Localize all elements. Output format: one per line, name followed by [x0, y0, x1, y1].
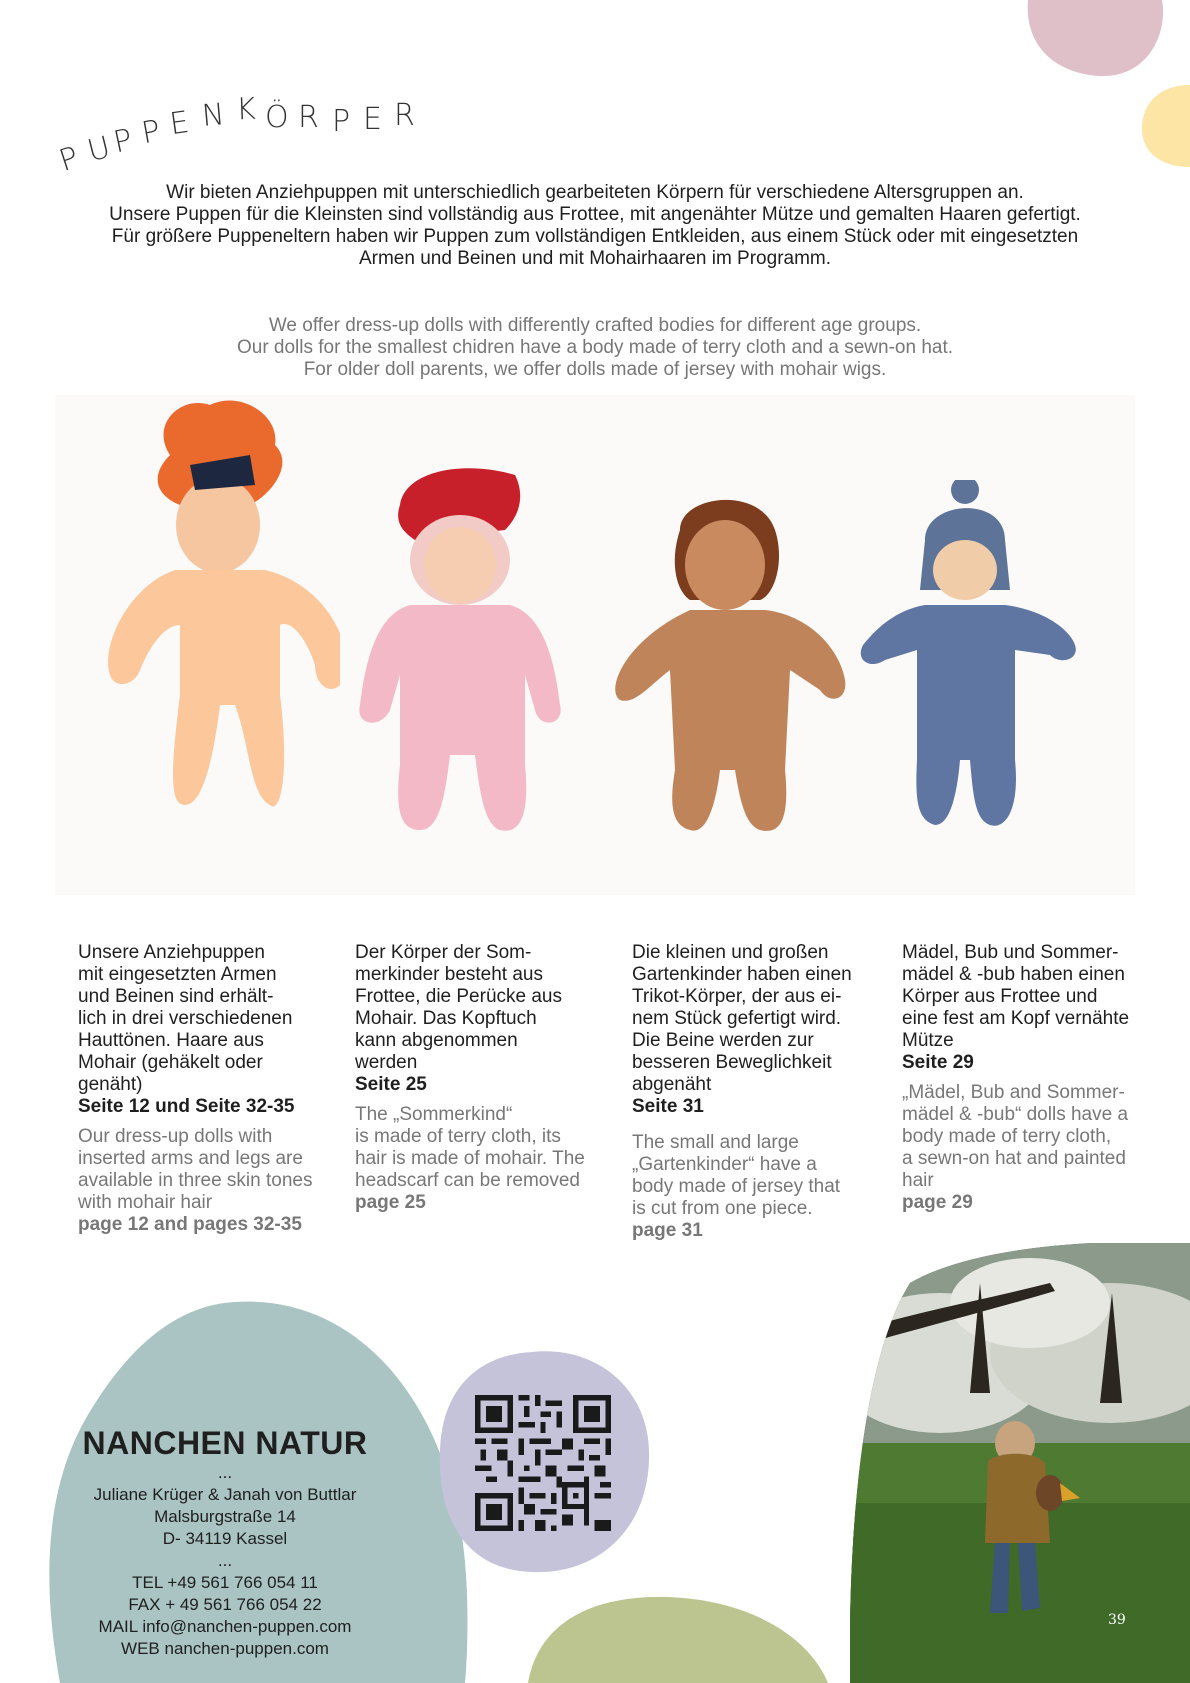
description-column-2	[355, 942, 595, 1214]
intro-de-line: Armen und Beinen und mit Mohairhaaren im Programm.	[358, 248, 832, 269]
text-line: Trikot-Körper, der aus ei-	[632, 986, 842, 1007]
title-letter: R	[394, 98, 415, 133]
text-line: body made of jersey that	[632, 1176, 841, 1197]
text-line: merkinder besteht aus	[355, 964, 543, 985]
intro-de-line: Für größere Puppeneltern haben wir Puppen zum vollständigen Entkleiden, aus einem Stück oder mit eingesetzten	[111, 226, 1079, 247]
text-line: Hauttönen. Haare aus	[78, 1030, 264, 1051]
text-line: Die Beine werden zur	[632, 1030, 814, 1051]
column-text-en	[902, 1082, 1147, 1192]
column-text-en	[632, 1132, 872, 1220]
intro-english	[150, 315, 1040, 381]
column-text-de	[632, 942, 872, 1096]
text-line: The small and large	[632, 1132, 799, 1153]
contact-mail[interactable]: MAIL info@nanchen-puppen.com	[98, 1617, 352, 1636]
page-reference-de: Seite 29	[902, 1052, 974, 1073]
text-line: lich in drei verschiedenen	[78, 1008, 293, 1029]
text-line: is made of terry cloth, its	[355, 1126, 561, 1147]
column-text-de	[902, 942, 1147, 1052]
orchard-child-photo	[850, 1243, 1190, 1683]
contact-street: Malsburgstraße 14	[154, 1507, 296, 1526]
page-title	[55, 90, 480, 180]
text-line: mädel & -bub“ dolls have a	[902, 1104, 1129, 1125]
yellow-blob	[1140, 85, 1190, 167]
separator: ...	[217, 1551, 233, 1570]
separator: ...	[217, 1463, 233, 1482]
page-reference-en: page 25	[355, 1192, 426, 1213]
title-letter: Ö	[265, 100, 289, 135]
text-line: Die kleinen und großen	[632, 942, 829, 963]
contact-names: Juliane Krüger & Janah von Buttlar	[93, 1485, 357, 1504]
text-line: nem Stück gefertigt wird.	[632, 1008, 842, 1029]
title-letter: K	[235, 91, 257, 128]
title-letter: P	[139, 113, 163, 152]
title-letter: R	[298, 100, 319, 135]
text-line: body made of terry cloth,	[902, 1126, 1112, 1147]
brand-name: NANCHEN NATUR	[82, 1425, 368, 1461]
text-line: genäht)	[78, 1074, 143, 1095]
text-line: kann abgenommen	[355, 1030, 518, 1051]
text-line: headscarf can be removed	[355, 1170, 580, 1191]
page-reference-de: Seite 31	[632, 1096, 704, 1117]
intro-german	[80, 182, 1110, 270]
text-line: Der Körper der Som-	[355, 942, 532, 963]
dolls-photo	[55, 395, 1135, 895]
title-letter: P	[332, 104, 351, 139]
text-line: The „Sommerkind“	[355, 1104, 513, 1125]
title-letter: N	[200, 97, 226, 134]
text-line: abgenäht	[632, 1074, 712, 1095]
column-text-de	[355, 942, 595, 1074]
text-line: Mohair (gehäkelt oder	[78, 1052, 263, 1073]
contact-tel: TEL +49 561 766 054 11	[132, 1573, 318, 1592]
text-line: Gartenkinder haben einen	[632, 964, 852, 985]
intro-de-line: Unsere Puppen für die Kleinsten sind vollständig aus Frottee, mit angenähter Mütze und gemalten Haaren gefertigt.	[109, 204, 1081, 225]
intro-en-line: For older doll parents, we offer dolls made of jersey with mohair wigs.	[303, 359, 887, 380]
intro-en-line: Our dolls for the smallest chidren have a body made of terry cloth and a sewn-on hat.	[236, 337, 954, 358]
text-line: Unsere Anziehpuppen	[78, 942, 265, 963]
text-line: Mohair. Das Kopftuch	[355, 1008, 537, 1029]
page-reference-en: page 31	[632, 1220, 703, 1241]
description-column-1	[78, 942, 318, 1236]
text-line: hair is made of mohair. The	[355, 1148, 585, 1169]
pink-blob	[1020, 0, 1170, 80]
text-line: mädel & -bub haben einen	[902, 964, 1125, 985]
page-reference-en: page 29	[902, 1192, 973, 1213]
olive-blob	[528, 1595, 828, 1683]
contact-city: D- 34119 Kassel	[162, 1529, 288, 1548]
text-line: is cut from one piece.	[632, 1198, 813, 1219]
page-reference-de: Seite 25	[355, 1074, 427, 1095]
text-line: mit eingesetzten Armen	[78, 964, 277, 985]
qr-code[interactable]	[475, 1395, 611, 1531]
doll-brown-illustration	[610, 490, 850, 870]
doll-pink-illustration	[355, 465, 565, 865]
description-column-4	[902, 942, 1147, 1214]
title-letter: P	[110, 122, 136, 161]
text-line: available in three skin tones	[78, 1170, 313, 1191]
text-line: besseren Beweglichkeit	[632, 1052, 832, 1073]
page-reference-en: page 12 and pages 32-35	[78, 1214, 302, 1235]
contact-fax: FAX + 49 561 766 054 22	[128, 1595, 322, 1614]
text-line: werden	[355, 1052, 418, 1073]
text-line: Mütze	[902, 1030, 954, 1051]
text-line: Frottee, die Perücke aus	[355, 986, 562, 1007]
contact-block	[60, 1425, 390, 1660]
contact-web[interactable]: WEB nanchen-puppen.com	[121, 1639, 329, 1658]
column-text-en	[355, 1104, 595, 1192]
column-text-de	[78, 942, 318, 1096]
text-line: und Beinen sind erhält-	[78, 986, 274, 1007]
title-letter: E	[167, 104, 192, 143]
column-text-en	[78, 1126, 318, 1214]
text-line: a sewn-on hat and painted	[902, 1148, 1126, 1169]
page-reference-de: Seite 12 und Seite 32-35	[78, 1096, 295, 1117]
intro-en-line: We offer dress-up dolls with differently crafted bodies for different age groups.	[268, 315, 922, 336]
page-number: 39	[1108, 1612, 1126, 1628]
intro-de-line: Wir bieten Anziehpuppen mit unterschiedlich gearbeiteten Körpern für verschiedene Altersgruppen an.	[166, 182, 1024, 203]
title-letter: U	[84, 129, 114, 170]
description-column-3	[632, 942, 872, 1242]
text-line: Körper aus Frottee und	[902, 986, 1098, 1007]
text-line: inserted arms and legs are	[78, 1148, 303, 1169]
text-line: with mohair hair	[78, 1192, 213, 1213]
title-letter: E	[363, 102, 382, 137]
title-letter: P	[55, 140, 84, 179]
text-line: „Gartenkinder“ have a	[632, 1154, 817, 1175]
doll-blue-illustration	[855, 480, 1085, 850]
text-line: hair	[902, 1170, 934, 1191]
text-line: „Mädel, Bub and Sommer-	[902, 1082, 1125, 1103]
text-line: Mädel, Bub und Sommer-	[902, 942, 1119, 963]
text-line: eine fest am Kopf vernähte	[902, 1008, 1130, 1029]
doll-peach-illustration	[100, 395, 340, 865]
text-line: Our dress-up dolls with	[78, 1126, 273, 1147]
